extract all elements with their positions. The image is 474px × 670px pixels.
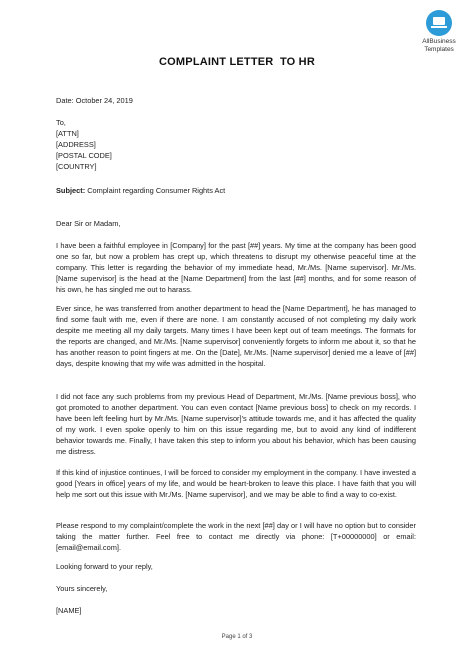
laptop-icon bbox=[426, 10, 452, 36]
paragraph-4: If this kind of injustice continues, I will be forced to consider my employment in the company. I have invested a good [Years in office] years of my life, and would be heart-broken to leave this place. I have faith that you will help me sort out this issue with Mr./Ms. [Name supervisor], and we may be able to find a way to co-exist. bbox=[56, 468, 416, 499]
closing-line: Looking forward to your reply, bbox=[56, 562, 153, 571]
subject-label: Subject: bbox=[56, 186, 86, 195]
subject-line bbox=[56, 185, 416, 196]
sign-off: Yours sincerely, bbox=[56, 584, 108, 593]
recipient-attn: [ATTN] bbox=[56, 129, 79, 138]
paragraph-2: Ever since, he was transferred from another department to head the [Name Department], he has managed to find some fault with me, even if there are none. I am constantly accused of not completing my daily work despite me meeting all my daily targets. Many times I have been kept out of team meetings. The formats for the reports are changed, and Mr./Ms. [Name supervisor] conveniently forgets to inform me about it, so that he has another reason to point fingers at me. On the [Date], Mr./Ms. [Name supervisor] denied me a leave of [##] days, despite knowing that my wife was admitted in the hospital. bbox=[56, 304, 416, 368]
letter-date: Date: October 24, 2019 bbox=[56, 96, 133, 105]
signature-name: [NAME] bbox=[56, 606, 82, 615]
recipient-to: To, bbox=[56, 118, 66, 127]
page-number: Page 1 of 3 bbox=[221, 634, 253, 640]
recipient-address bbox=[56, 117, 416, 172]
recipient-postal-code: [POSTAL CODE] bbox=[56, 151, 112, 160]
recipient-address-line: [ADDRESS] bbox=[56, 140, 96, 149]
document-title: COMPLAINT LETTER TO HR bbox=[159, 56, 315, 68]
brand-name-line2: Templates bbox=[424, 45, 454, 53]
paragraph-5: Please respond to my complaint/complete the work in the next [##] day or I will have no option but to consider taking the matter further. Feel free to contact me directly via phone: [T+00000000] or email: [email@email.com]. bbox=[56, 521, 416, 552]
paragraph-3: I did not face any such problems from my previous Head of Department, Mr./Ms. [Name previous boss], who got promoted to another department. You can even contact [Name previous boss] to check on my records. I have been left feeling hurt by Mr./Ms. [Name supervisor]'s attitude towards me, and it has affected the quality of my work. I even spoke openly to him on this issue regarding me, but to avoid any kind of indifferent behavior towards me. Finally, I have taken this step to inform you about his behavior, which has been causing me distress. bbox=[56, 392, 416, 456]
brand-logo bbox=[412, 10, 466, 53]
recipient-country: [COUNTRY] bbox=[56, 162, 97, 171]
paragraph-1: I have been a faithful employee in [Company] for the past [##] years. My time at the company has been good one so far, but now a problem has crept up, which threatens to disrupt my otherwise peaceful time at the company. This letter is regarding the behavior of my immediate head, Mr./Ms. [Name supervisor]. Mr./Ms. [Name supervisor] is the head at the [Name Department] from the last [##] months, and for some reason of his own, he has singled me out to harass. bbox=[56, 241, 416, 294]
subject-text: Complaint regarding Consumer Rights Act bbox=[87, 186, 226, 195]
brand-name-line1: AllBusiness bbox=[422, 38, 456, 45]
salutation: Dear Sir or Madam, bbox=[56, 219, 121, 228]
